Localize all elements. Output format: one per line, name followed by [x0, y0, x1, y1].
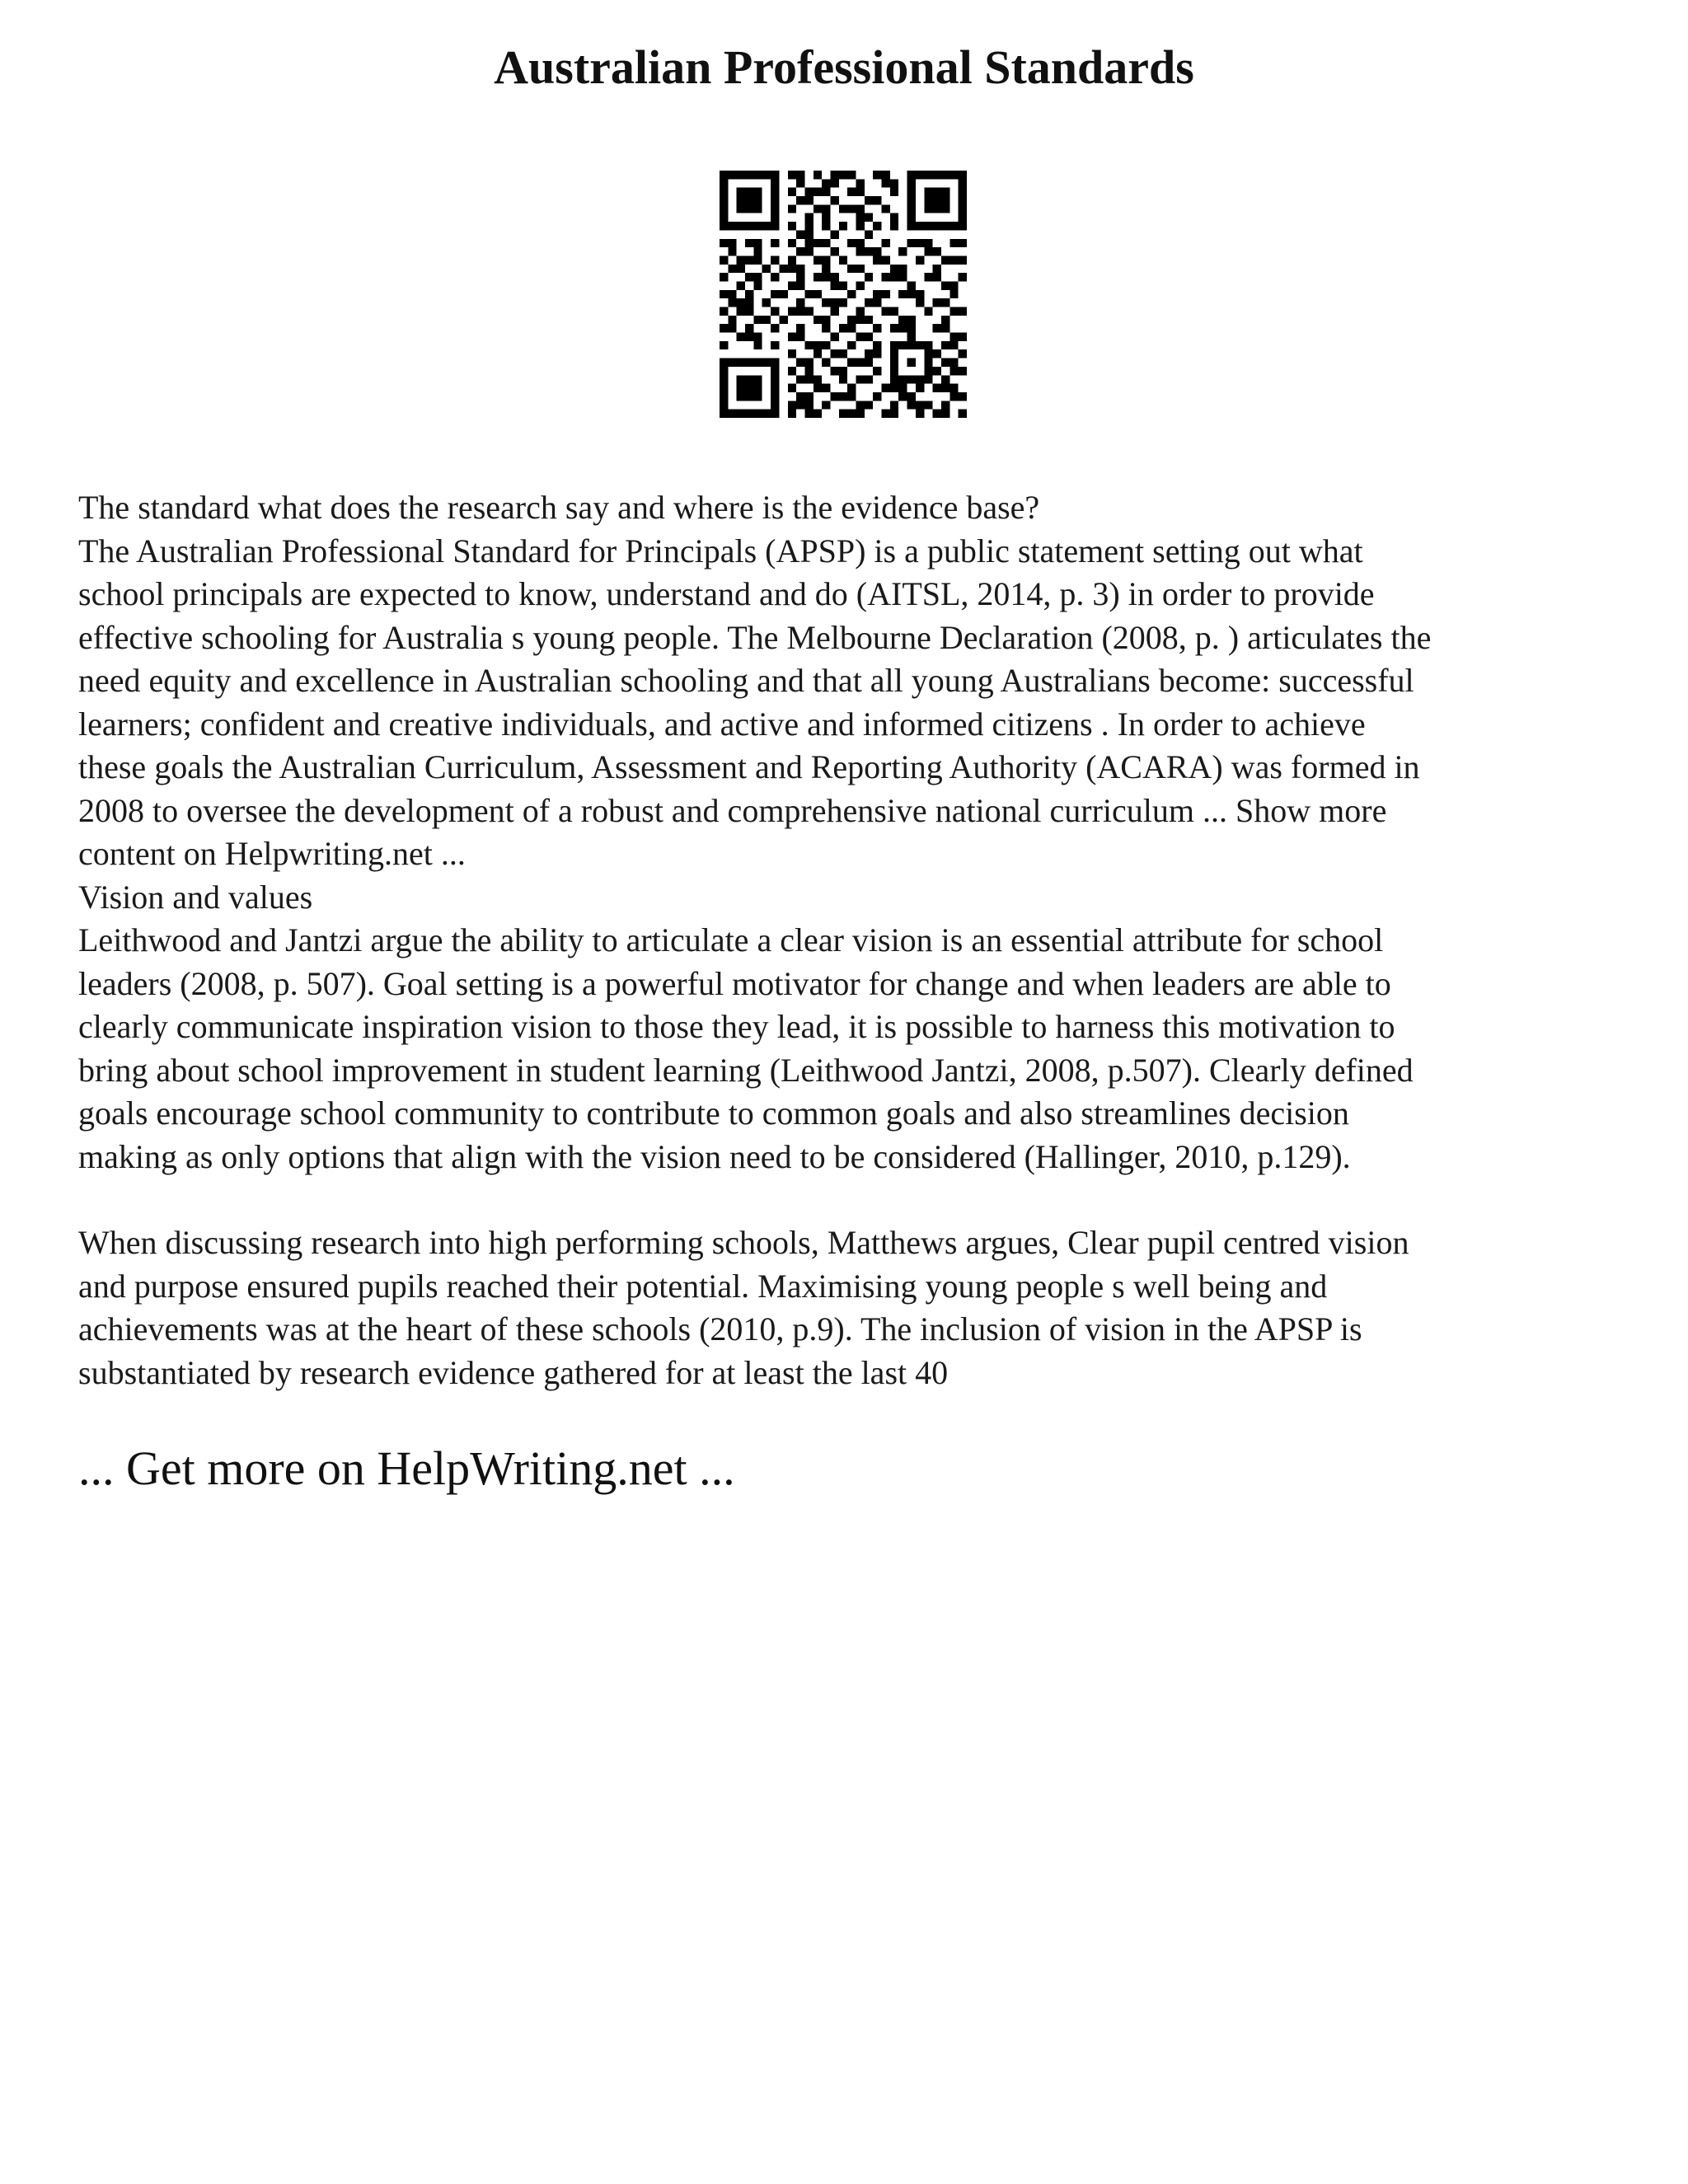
- paragraph-gap: [78, 1179, 1644, 1221]
- text-line: and purpose ensured pupils reached their potential. Maximising young people s well being and: [78, 1267, 1328, 1305]
- text-line: goals encourage school community to contribute to common goals and also streamlines decision: [78, 1094, 1349, 1132]
- text-line: school principals are expected to know, understand and do (AITSL, 2014, p. 3) in order to provide: [78, 575, 1375, 612]
- text-line: 2008 to oversee the development of a robust and comprehensive national curriculum ... Show more: [78, 791, 1387, 829]
- text-line: Leithwood and Jantzi argue the ability to articulate a clear vision is an essential attribute for school: [78, 921, 1384, 958]
- text-line: making as only options that align with the vision need to be considered (Hallinger, 2010, p.129).: [78, 1137, 1351, 1175]
- get-more-link[interactable]: ... Get more on HelpWriting.net ...: [78, 1441, 735, 1495]
- text-line: substantiated by research evidence gathered for at least the last 40: [78, 1353, 949, 1391]
- section-heading-vision: Vision and values: [78, 878, 313, 916]
- text-line: effective schooling for Australia s young people. The Melbourne Declaration (2008, p. ) articulates the: [78, 618, 1432, 656]
- text-line: need equity and excellence in Australian schooling and that all young Australians become: successful: [78, 662, 1414, 699]
- text-line: clearly communicate inspiration vision to those they lead, it is possible to harness this motivation to: [78, 1008, 1395, 1045]
- text-line: When discussing research into high performing schools, Matthews argues, Clear pupil centred vision: [78, 1224, 1409, 1261]
- text-line: leaders (2008, p. 507). Goal setting is a powerful motivator for change and when leaders are able to: [78, 964, 1391, 1002]
- text-line: The Australian Professional Standard for Principals (APSP) is a public statement setting out what: [78, 532, 1363, 569]
- qr-code-image: [720, 171, 967, 418]
- body-text: [78, 486, 1644, 1394]
- text-line: bring about school improvement in student learning (Leithwood Jantzi, 2008, p.507). Clearly defined: [78, 1051, 1414, 1089]
- text-line: content on Helpwriting.net ...: [78, 835, 466, 872]
- text-line: learners; confident and creative individuals, and active and informed citizens . In order to achieve: [78, 705, 1366, 743]
- text-line: these goals the Australian Curriculum, Assessment and Reporting Authority (ACARA) was formed in: [78, 748, 1420, 785]
- text-line: achievements was at the heart of these schools (2010, p.9). The inclusion of vision in the APSP is: [78, 1310, 1362, 1347]
- section-question: The standard what does the research say and where is the evidence base?: [78, 489, 1040, 526]
- document-title: Australian Professional Standards: [494, 40, 1194, 94]
